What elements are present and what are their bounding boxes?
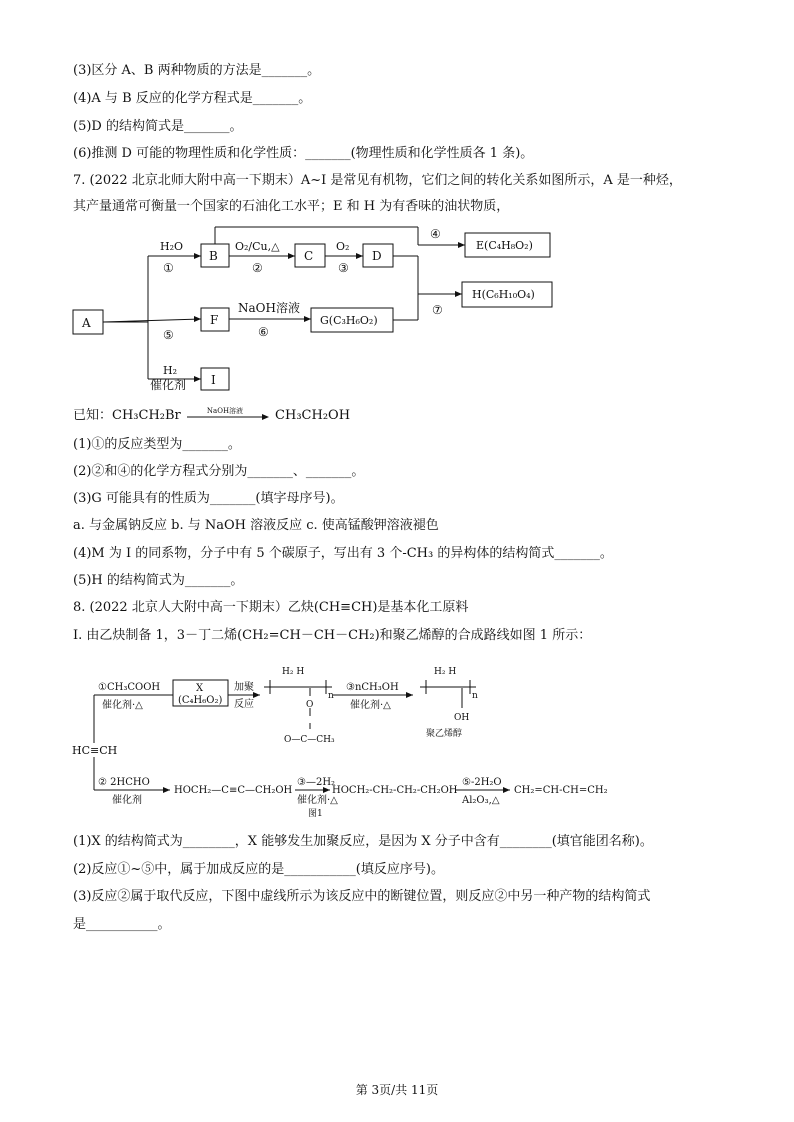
- label-F: F: [210, 313, 219, 327]
- pva-hydroxyl: OH: [454, 713, 470, 723]
- cond-2-reagent: O₂/Cu,△: [235, 240, 280, 253]
- q7-item-1: (1)①的反应类型为_______。: [73, 437, 241, 452]
- cond-3-number: ③: [338, 261, 349, 275]
- q8-item-3-cont: 是___________。: [73, 917, 171, 932]
- acetylene-label: HC≡CH: [72, 744, 118, 757]
- q7-options: a. 与金属钠反应 b. 与 NaOH 溶液反应 c. 使高锰酸钾溶液褪色: [73, 518, 439, 533]
- polymerization-bottom: 反应: [234, 699, 254, 710]
- page-footer: 第 3页/共 11页: [355, 1083, 439, 1097]
- cond-I-catalyst: 催化剂: [150, 378, 187, 392]
- q8-stem-line2: I. 由乙炔制备 1，3－丁二烯(CH₂=CH－CH－CH₂)和聚乙烯醇的合成路线如图 1 所示：: [73, 628, 592, 643]
- butadiene: CH₂=CH-CH=CH₂: [514, 785, 608, 796]
- q7-stem-line2: 其产量通常可衡量一个国家的石油化工水平；E 和 H 为有香味的油状物质，: [73, 199, 510, 214]
- pva-name: 聚乙烯醇: [426, 729, 463, 739]
- q7-item-2: (2)②和④的化学方程式分别为_______、_______。: [73, 464, 365, 479]
- label-I: I: [211, 373, 216, 387]
- q6-item-4: (4)A 与 B 反应的化学方程式是_______。: [73, 91, 312, 106]
- cond-1-reagent: H₂O: [160, 240, 184, 253]
- label-D: D: [372, 249, 382, 263]
- r5-reagent: ⑤-2H₂O: [462, 777, 502, 788]
- polymer-oxygen: O: [306, 700, 314, 710]
- figure-label: 图1: [308, 809, 323, 818]
- pva-n: n: [472, 691, 478, 701]
- q7-known: [73, 408, 350, 424]
- label-E: E(C₄H₈O₂): [476, 239, 533, 252]
- X-formula: (C₄H₆O₂): [178, 695, 223, 706]
- label-H: H(C₆H₁₀O₄): [472, 288, 535, 301]
- cond-6-reagent: NaOH溶液: [238, 301, 300, 315]
- cond-I-reagent: H₂: [163, 364, 178, 377]
- label-G: G(C₃H₆O₂): [320, 314, 378, 327]
- r2-reagent: ② 2HCHO: [98, 777, 150, 788]
- q7-stem-line1: 7. (2022 北京北师大附中高一下期末）A~I 是常见有机物，它们之间的转化关系如图所示，A 是一种烃，: [73, 173, 682, 188]
- polymer-ester-group: O—C—CH₃: [284, 735, 335, 745]
- label-B: B: [209, 249, 218, 263]
- r5-condition: Al₂O₃,△: [462, 795, 500, 806]
- polymerization-top: 加聚: [234, 682, 254, 693]
- r3-condition: 催化剂·△: [350, 700, 391, 711]
- cond-2-number: ②: [252, 261, 263, 275]
- q6-item-6: (6)推测 D 可能的物理性质和化学性质：_______(物理性质和化学性质各 1 条)。: [73, 146, 534, 161]
- r4-condition: 催化剂·△: [297, 795, 338, 806]
- pva-h-labels: H₂ H: [434, 667, 457, 677]
- label-A: A: [82, 316, 91, 330]
- cond-4-number: ④: [430, 227, 441, 241]
- polymer-n: n: [328, 691, 334, 701]
- q7-item-3: (3)G 可能具有的性质为_______(填字母序号)。: [73, 491, 344, 506]
- q6-item-3: (3)区分 A、B 两种物质的方法是_______。: [73, 63, 321, 78]
- known-arrow: [185, 406, 271, 423]
- q8-stem-line1: 8. (2022 北京人大附中高一下期末）乙炔(CH≡CH)是基本化工原料: [73, 600, 469, 615]
- q7-item-4: (4)M 为 I 的同系物，分子中有 5 个碳原子，写出有 3 个-CH₃ 的异构体的结构简式_______。: [73, 546, 613, 561]
- r1-reagent: ①CH₃COOH: [98, 682, 161, 693]
- known-product: CH₃CH₂OH: [275, 408, 351, 423]
- r1-condition: 催化剂·△: [102, 700, 143, 711]
- butynediol: HOCH₂—C≡C—CH₂OH: [174, 785, 293, 796]
- known-arrow-condition: NaOH溶液: [206, 406, 244, 415]
- cond-1-number: ①: [163, 261, 174, 275]
- cond-5-number: ⑤: [163, 328, 174, 342]
- cond-6-number: ⑥: [258, 325, 269, 339]
- q8-item-1: (1)X 的结构简式为________，X 能够发生加聚反应，是因为 X 分子中含有________(填官能团名称)。: [73, 834, 653, 849]
- X-label: X: [196, 683, 204, 694]
- q8-synthesis-diagram: [70, 650, 710, 818]
- label-C: C: [304, 249, 314, 263]
- cond-7-number: ⑦: [432, 303, 443, 317]
- cond-3-reagent: O₂: [336, 240, 350, 253]
- polymer-h-labels: H₂ H: [282, 667, 305, 677]
- q6-item-5: (5)D 的结构简式是_______。: [73, 119, 243, 134]
- q7-conversion-diagram: [70, 222, 570, 392]
- butanediol: HOCH₂-CH₂-CH₂-CH₂OH: [332, 785, 458, 796]
- r4-reagent: ③—2H₂: [297, 777, 336, 788]
- r3-reagent: ③nCH₃OH: [346, 682, 399, 693]
- r2-condition: 催化剂: [112, 795, 142, 806]
- q8-item-2: (2)反应①~⑤中，属于加成反应的是___________(填反应序号)。: [73, 862, 444, 877]
- q7-item-5: (5)H 的结构简式为_______。: [73, 573, 244, 588]
- known-reactant: 已知：CH₃CH₂Br: [73, 408, 181, 423]
- q8-item-3: (3)反应②属于取代反应，下图中虚线所示为该反应中的断键位置，则反应②中另一种产物的结构简式: [73, 889, 651, 904]
